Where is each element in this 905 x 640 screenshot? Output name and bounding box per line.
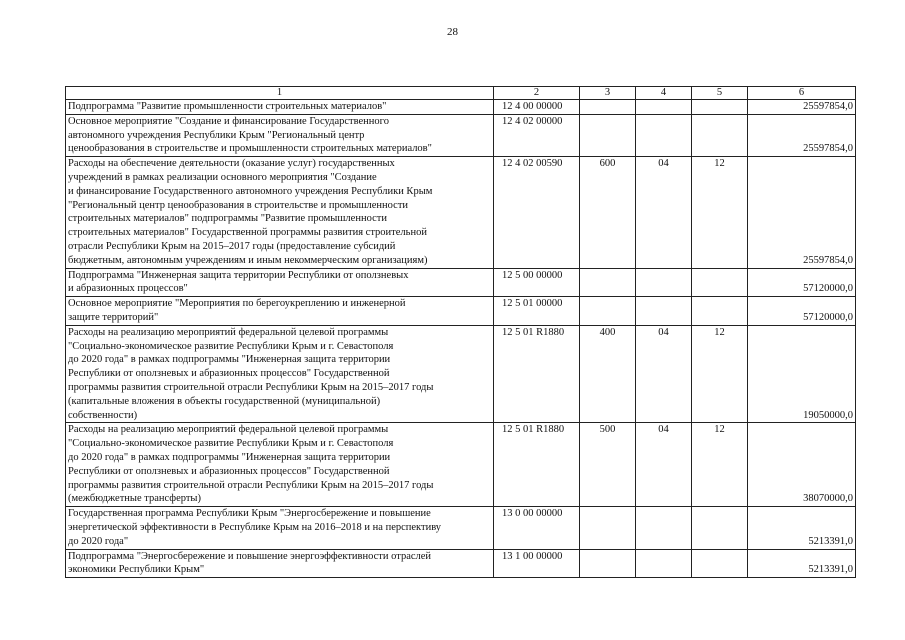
table-row <box>66 100 856 115</box>
row-col-4: 04 <box>636 325 692 423</box>
row-code: 12 4 00 00000 <box>494 100 580 115</box>
table-row <box>66 157 856 268</box>
row-amount: 25597854,0 <box>748 100 856 115</box>
row-description: Расходы на реализацию мероприятий федеральной целевой программы "Социально-экономическое развитие Республики Крым и г. Севастополя до 2020 года" в рамках подпрограммы "Инженерная защита территории Республики от оползневых и абразионных процессов" Государственной программы развития строительной отрасли Республики Крым на 2015–2017 годы (межбюджетные трансферты) <box>66 423 494 507</box>
row-amount: 57120000,0 <box>748 297 856 326</box>
header-col-3: 3 <box>580 87 636 100</box>
row-amount: 25597854,0 <box>748 157 856 268</box>
row-col-4 <box>636 100 692 115</box>
row-col-3: 600 <box>580 157 636 268</box>
budget-table <box>65 86 856 578</box>
header-col-2: 2 <box>494 87 580 100</box>
header-col-4: 4 <box>636 87 692 100</box>
row-amount: 57120000,0 <box>748 268 856 297</box>
table-row <box>66 268 856 297</box>
row-col-5: 12 <box>692 325 748 423</box>
row-col-4 <box>636 114 692 156</box>
row-col-5 <box>692 268 748 297</box>
row-amount: 38070000,0 <box>748 423 856 507</box>
row-col-4: 04 <box>636 157 692 268</box>
table-row <box>66 114 856 156</box>
table-row <box>66 549 856 578</box>
row-code: 12 5 01 00000 <box>494 297 580 326</box>
row-description: Расходы на реализацию мероприятий федеральной целевой программы "Социально-экономическое развитие Республики Крым и г. Севастополя до 2020 года" в рамках подпрограммы "Инженерная защита территории Республики от оползневых и абразионных процессов" Государственной программы развития строительной отрасли Республики Крым на 2015–2017 годы (капитальные вложения в объекты государственной (муниципальной) собственности) <box>66 325 494 423</box>
row-description: Расходы на обеспечение деятельности (оказание услуг) государственных учреждений в рамках реализации основного мероприятия "Создание и финансирование Государственного автономного учреждения Республики Крым "Региональный центр ценообразования в строительстве и промышленности строительных материалов" подпрограммы "Развитие промышленности строительных материалов" Государственной программы развития строительной отрасли Республики Крым на 2015–2017 годы (предоставление субсидий бюджетным, автономным учреждениям и иным некоммерческим организациям) <box>66 157 494 268</box>
row-amount: 25597854,0 <box>748 114 856 156</box>
row-code: 12 5 00 00000 <box>494 268 580 297</box>
row-col-4 <box>636 297 692 326</box>
table-body <box>66 87 856 578</box>
row-description: Подпрограмма "Инженерная защита территории Республики от оползневых и абразионных процессов" <box>66 268 494 297</box>
row-description: Основное мероприятие "Создание и финансирование Государственного автономного учреждения Республики Крым "Региональный центр ценообразования в строительстве и промышленности строительных материалов" <box>66 114 494 156</box>
row-col-5: 12 <box>692 157 748 268</box>
row-amount: 5213391,0 <box>748 549 856 578</box>
row-col-3 <box>580 549 636 578</box>
row-description: Подпрограмма "Энергосбережение и повышение энергоэффективности отраслей экономики Республики Крым" <box>66 549 494 578</box>
header-col-5: 5 <box>692 87 748 100</box>
row-col-4 <box>636 507 692 549</box>
row-col-3 <box>580 114 636 156</box>
row-col-3: 500 <box>580 423 636 507</box>
row-col-4: 04 <box>636 423 692 507</box>
row-col-5 <box>692 100 748 115</box>
row-code: 12 5 01 R1880 <box>494 423 580 507</box>
table-row <box>66 325 856 423</box>
row-col-5 <box>692 549 748 578</box>
row-amount: 19050000,0 <box>748 325 856 423</box>
row-code: 12 4 02 00590 <box>494 157 580 268</box>
row-col-5: 12 <box>692 423 748 507</box>
row-description: Основное мероприятие "Мероприятия по берегоукреплению и инженерной защите территорий" <box>66 297 494 326</box>
row-code: 12 5 01 R1880 <box>494 325 580 423</box>
row-description: Государственная программа Республики Крым "Энергосбережение и повышение энергетической эффективности в Республике Крым на 2016–2018 и на перспективу до 2020 года" <box>66 507 494 549</box>
row-code: 13 1 00 00000 <box>494 549 580 578</box>
row-col-4 <box>636 268 692 297</box>
table-row <box>66 297 856 326</box>
row-col-3 <box>580 100 636 115</box>
page-number: 28 <box>447 26 458 38</box>
row-col-3 <box>580 297 636 326</box>
table-row <box>66 507 856 549</box>
row-col-3 <box>580 268 636 297</box>
row-col-5 <box>692 507 748 549</box>
table-row <box>66 423 856 507</box>
header-col-6: 6 <box>748 87 856 100</box>
row-col-4 <box>636 549 692 578</box>
table-header-row <box>66 87 856 100</box>
row-description: Подпрограмма "Развитие промышленности строительных материалов" <box>66 100 494 115</box>
row-code: 13 0 00 00000 <box>494 507 580 549</box>
row-code: 12 4 02 00000 <box>494 114 580 156</box>
row-col-3 <box>580 507 636 549</box>
row-amount: 5213391,0 <box>748 507 856 549</box>
header-col-1: 1 <box>66 87 494 100</box>
row-col-5 <box>692 297 748 326</box>
row-col-5 <box>692 114 748 156</box>
row-col-3: 400 <box>580 325 636 423</box>
